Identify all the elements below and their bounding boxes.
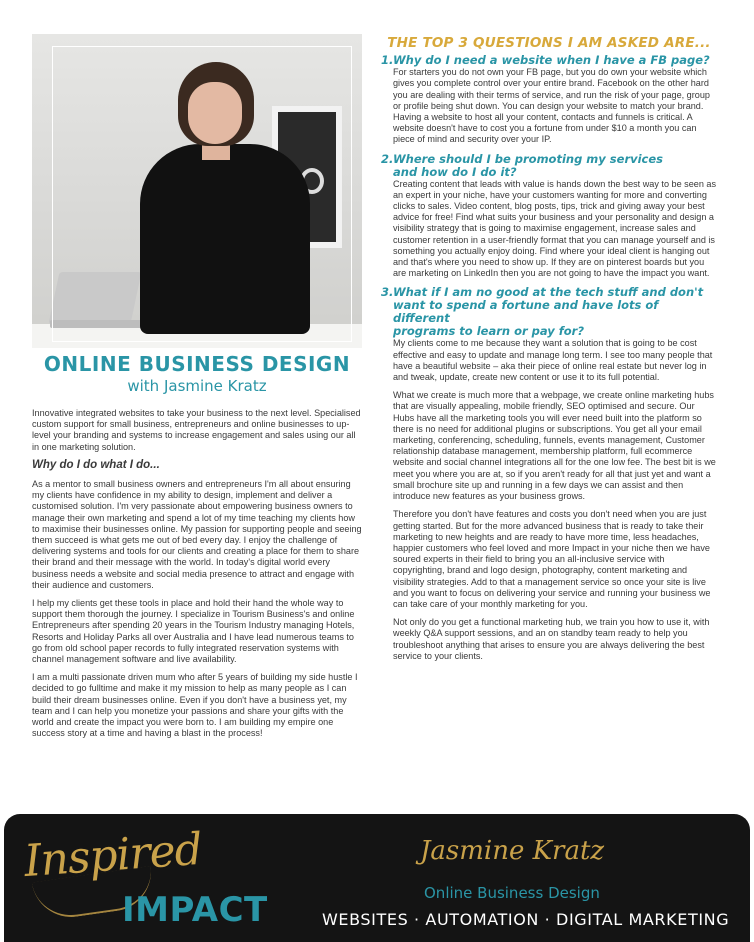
intro-paragraph: Innovative integrated websites to take your business to the next level. Specialised custom support for small business, entrepreneurs and online businesses to up-level your branding and systems to increase engagement and sales using our all in one marketing solution.	[32, 408, 361, 452]
question-line: What if I am no good at the tech stuff and don't	[393, 285, 704, 300]
question-line: want to spend a fortune and have lots of different	[393, 298, 659, 326]
page-subtitle: with Jasmine Kratz	[127, 377, 267, 395]
question-number: 2.	[381, 151, 394, 166]
question-number: 3.	[381, 285, 394, 300]
banner-name: Jasmine Kratz	[420, 836, 605, 866]
left-column	[32, 408, 362, 746]
answer-paragraph: Creating content that leads with value is hands down the best way to be seen as an expert in your niche, have your customers wanting for more and converting clicks to sales. Video content, blog posts, tips, trick and giving away your best advice for free! Find what suits your business and your personality and design a visibility strategy that is going to maximise engagement, increase sales and customer retention in a user-friendly format that you can manage yourself and is something you actually enjoy doing. Find where your ideal client is hanging out and that's where you need to show up. If they are on pinterest boards but you are marketing on LinkedIn then you are not going to have the impact you want.	[393, 178, 717, 279]
answer-paragraph: Not only do you get a functional marketing hub, we train you how to use it, with weekly Q&A support sessions, and an on standby team ready to help you troubleshoot anything that arises to ensure you are always delivering the best service to your clients.	[393, 617, 710, 661]
answer-paragraph: Therefore you don't have features and costs you don't need when you are just getting started. But for the more advanced business that is ready to take their marketing to new heights and are ready to have more time, less headaches, happier customers who feel loved and more Impact in your niche then we have soured experts in their field to bring you an all-inclusive service with copyrighting, brand and logo design, photography, content marketing and visibility strategies. Add to that a management service so once your site is live and you want to focus on delivering your service and running your business we can take care of your monthly marketing for you.	[393, 509, 711, 609]
why-heading: Why do I do what I do...	[32, 458, 160, 471]
photo-frame-line	[52, 46, 352, 342]
question-2-heading	[381, 153, 717, 179]
question-1-heading	[381, 54, 717, 67]
right-column	[381, 35, 717, 669]
answer-paragraph: What we create is much more that a webpage, we create online marketing hubs that are visually appealing, mobile friendly, SEO optimised and secure. Our Hubs have all the marketing tools you will ever need built into the platform so there is no need for additional plugins or subscriptions. You get all your email marketing, conferencing, scheduling, funnels, events management, Customer relationship database management, membership platform, full ecommerce website and social channel integrations all for the one low fee. The best bit is we meet you where you are at, so if you aren't ready for all that just yet and want a small brochure site up and running in a few days we can assist and then introduce new features as your business grows.	[393, 390, 716, 502]
page-title: ONLINE BUSINESS DESIGN	[43, 352, 351, 376]
question-3-heading	[381, 286, 717, 338]
answer-paragraph: For starters you do not own your FB page, but you do own your website which gives you complete control over your entire brand. Facebook on the other hard you are dealing with their terms of service, and run the risk of your page, group or profile being shut down. You can design your website to match your brand. Having a website to host all your content, contacts and funnels is critical. A website doesn't have to cost you a fortune from under $10 a month you can piece of mind and security over your IP.	[393, 67, 710, 145]
questions-heading: THE TOP 3 QUESTIONS I AM ASKED ARE...	[387, 35, 711, 51]
question-line: and how do I do it?	[393, 164, 517, 179]
question-line: programs to learn or pay for?	[393, 324, 585, 339]
banner-tagline: Online Business Design	[424, 884, 600, 902]
question-line: Why do I need a website when I have a FB page?	[393, 53, 710, 68]
logo-impact-text: IMPACT	[122, 890, 268, 930]
footer-banner	[4, 814, 750, 942]
body-paragraph: I am a multi passionate driven mum who after 5 years of building my side hustle I decided to go fulltime and make it my mission to help as many people as I can build their dream businesses online. Even if you don't have a business yet, my team and I can help you monetize your passions and share your gifts with the world and create the impact you were born to. I am building my empire one success story at a time and having a blast in the process!	[32, 672, 358, 739]
portrait-photo	[32, 34, 362, 348]
banner-services: WEBSITES · AUTOMATION · DIGITAL MARKETING	[322, 910, 730, 929]
question-number: 1.	[381, 53, 394, 68]
body-paragraph: I help my clients get these tools in place and hold their hand the whole way to support them thorough the journey. I specialize in Tourism Business's and online Entrepreneurs after spending 20 years in the Tourism Industry managing Hotels, Resorts and Holiday Parks all over Australia and I have lead numerous teams to go from old school paper records to fully integrated reservation systems with channel management software and live availability.	[32, 598, 355, 665]
answer-paragraph: My clients come to me because they want a solution that is going to be cost effective and easy to update and manage long term. I see too many people that have a beautiful website – aka their piece of online real estate but never log in and tweak, update, create new content or use it to its full potential.	[393, 338, 713, 383]
logo-script-text: Inspired	[22, 823, 204, 888]
question-line: Where should I be promoting my services	[393, 151, 664, 166]
body-paragraph: As a mentor to small business owners and entrepreneurs I'm all about ensuring my clients have confidence in my ability to design, implement and deliver a customised solution. I'm very passionate about empowering business owners to manage their own marketing and spend a lot of my time teaching my clients how to maximise their businesses online. My passion for supporting people and seeing them succeed is what gets me out of bed every day. I enjoy the challenge of delivering systems and tools for our clients and creating a place for them to share their brand and their message with the world. In today's digital world every business needs a website and social media presence to attract and engage with their audience and customers.	[32, 479, 362, 590]
